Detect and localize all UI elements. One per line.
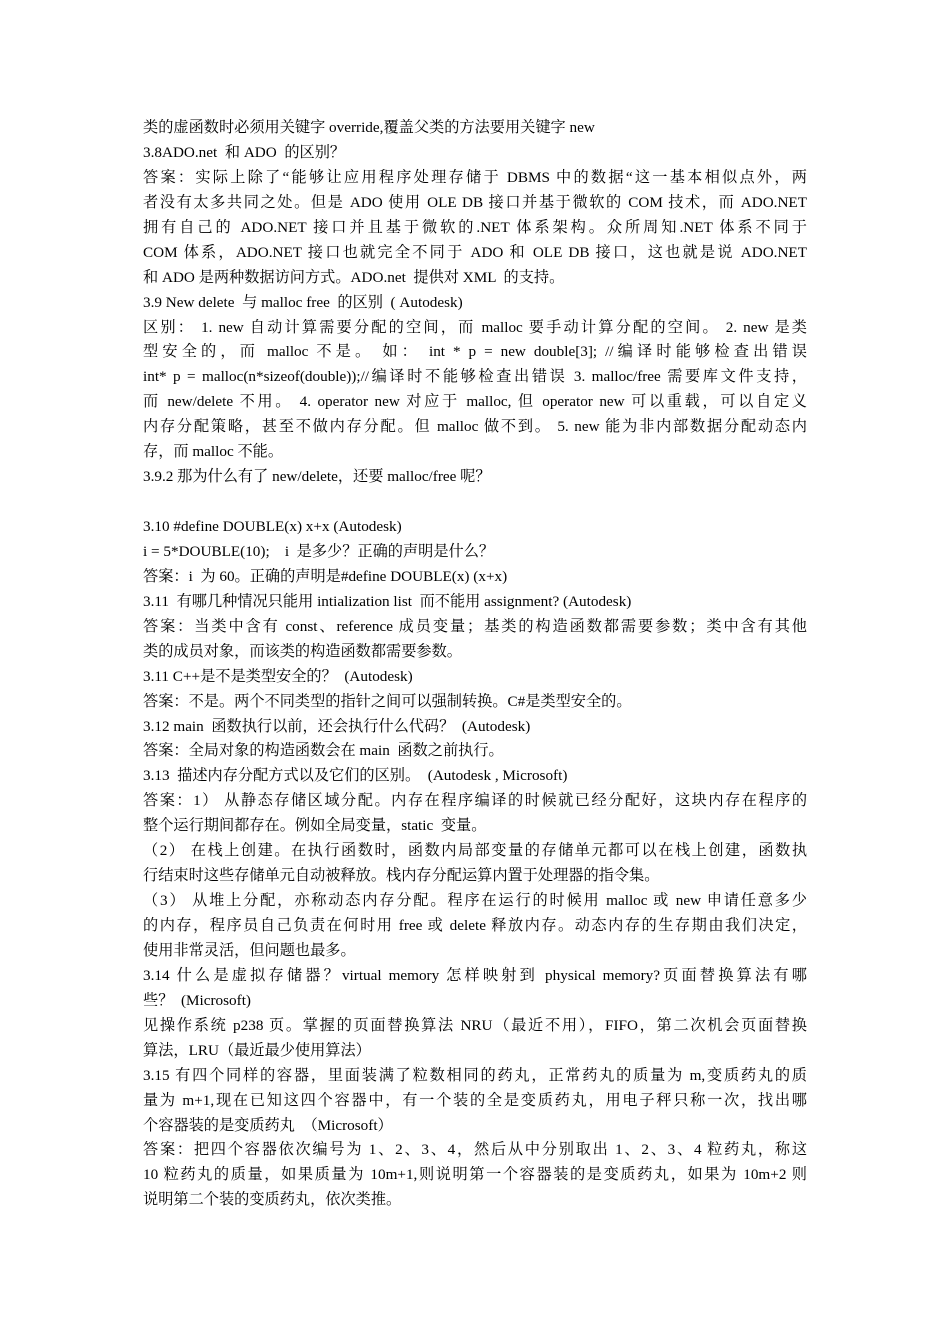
text-line: 3.8ADO.net 和 ADO 的区别？ bbox=[143, 143, 346, 161]
text-line: 使用非常灵活，但问题也最多。 bbox=[143, 941, 356, 959]
text-line: 3.11 有哪几种情况只能用 intialization list 而不能用 assignment? (Autodesk) bbox=[143, 592, 632, 610]
text-line: 答案：不是。两个不同类型的指针之间可以强制转换。C#是类型安全的。 bbox=[143, 692, 632, 710]
text-line: 答案：i 为 60。正确的声明是#define DOUBLE(x) (x+x) bbox=[143, 567, 508, 585]
text-line: 3.9.2 那为什么有了 new/delete，还要 malloc/free 呢？ bbox=[143, 468, 491, 486]
text-line: 内存分配策略，甚至不做内存分配。但 malloc 做不到。 5. new 能为非内部数据分配动态内 bbox=[143, 418, 807, 436]
text-line: 行结束时这些存储单元自动被释放。栈内存分配运算内置于处理器的指令集。 bbox=[143, 867, 660, 885]
text-line: 类的成员对象，而该类的构造函数都需要参数。 bbox=[143, 642, 462, 660]
text-line: 者没有太多共同之处。但是 ADO 使用 OLE DB 接口并基于微软的 COM 技术，而 ADO.NET bbox=[143, 193, 807, 211]
text-line: （2） 在栈上创建。在执行函数时，函数内局部变量的存储单元都可以在栈上创建，函数执 bbox=[143, 842, 807, 860]
text-line: i = 5*DOUBLE(10); i 是多少？正确的声明是什么？ bbox=[143, 542, 495, 560]
text-line: （3） 从堆上分配，亦称动态内存分配。程序在运行的时候用 malloc 或 new 申请任意多少 bbox=[143, 892, 807, 910]
text-line: 答案：把四个容器依次编号为 1、2、3、4，然后从中分别取出 1、2、3、4 粒药丸，称这 bbox=[143, 1141, 807, 1159]
text-line: 3.15 有四个同样的容器，里面装满了粒数相同的药丸，正常药丸的质量为 m,变质药丸的质 bbox=[143, 1066, 807, 1084]
text-line: 区别： 1. new 自动计算需要分配的空间，而 malloc 要手动计算分配的空间。 2. new 是类 bbox=[143, 318, 807, 336]
text-line: 答案：实际上除了“能够让应用程序处理存储于 DBMS 中的数据“这一基本相似点外，两 bbox=[143, 168, 807, 186]
text-line: 3.10 #define DOUBLE(x) x+x (Autodesk) bbox=[143, 518, 402, 535]
text-line: 说明第二个装的变质药丸，依次类推。 bbox=[143, 1191, 402, 1209]
text-line: 3.13 描述内存分配方式以及它们的区别。 (Autodesk , Microsoft) bbox=[143, 767, 568, 785]
text-line: 算法，LRU（最近最少使用算法） bbox=[143, 1041, 371, 1059]
text-line: COM 体系，ADO.NET 接口也就完全不同于 ADO 和 OLE DB 接口，这也就是说 ADO.NET bbox=[143, 243, 807, 261]
text-line: 3.9 New delete 与 malloc free 的区别 ( Autodesk) bbox=[143, 293, 463, 311]
text-line: 的内存，程序员自己负责在何时用 free 或 delete 释放内存。动态内存的生存期由我们决定， bbox=[143, 917, 807, 934]
text-line: 10 粒药丸的质量，如果质量为 10m+1,则说明第一个容器装的是变质药丸，如果为 10m+2 则 bbox=[143, 1166, 807, 1184]
text-line: 答案：1） 从静态存储区域分配。内存在程序编译的时候就已经分配好，这块内存在程序的 bbox=[143, 792, 807, 810]
document-page bbox=[143, 116, 807, 1213]
text-line: 拥有自己的 ADO.NET 接口并且基于微软的.NET 体系架构。众所周知.NET 体系不同于 bbox=[143, 218, 807, 236]
text-line: 整个运行期间都存在。例如全局变量，static 变量。 bbox=[143, 817, 487, 835]
text-line: 个容器装的是变质药丸 （Microsoft） bbox=[143, 1116, 393, 1134]
text-line: 3.12 main 函数执行以前，还会执行什么代码？ (Autodesk) bbox=[143, 717, 531, 735]
text-line: int* p = malloc(n*sizeof(double));//编译时不能够检查出错误 3. malloc/free 需要库文件支持， bbox=[143, 368, 807, 386]
text-line: 类的虚函数时必须用关键字 override,覆盖父类的方法要用关键字 new bbox=[143, 119, 595, 136]
text-line: 而 new/delete 不用。 4. operator new 对应于 malloc, 但 operator new 可以重载，可以自定义 bbox=[143, 393, 807, 411]
text-line: 和 ADO 是两种数据访问方式。ADO.net 提供对 XML 的支持。 bbox=[143, 268, 565, 286]
text-line: 答案：全局对象的构造函数会在 main 函数之前执行。 bbox=[143, 742, 504, 760]
text-line: 型安全的，而 malloc 不是。 如： int * p = new double[3]; //编译时能够检查出错误 bbox=[143, 343, 807, 361]
text-line: 3.11 C++是不是类型安全的？ (Autodesk) bbox=[143, 667, 413, 685]
text-line bbox=[143, 490, 807, 515]
text-line: 3.14 什么是虚拟存储器？virtual memory 怎样映射到 physical memory?页面替换算法有哪 bbox=[143, 966, 807, 984]
text-line: 量为 m+1,现在已知这四个容器中，有一个装的全是变质药丸，用电子秤只称一次，找出哪 bbox=[143, 1091, 807, 1109]
text-line: 存，而 malloc 不能。 bbox=[143, 443, 284, 461]
text-line: 见操作系统 p238 页。掌握的页面替换算法 NRU（最近不用），FIFO，第二次机会页面替换 bbox=[143, 1016, 807, 1034]
text-line: 些？ (Microsoft) bbox=[143, 991, 251, 1009]
text-line: 答案：当类中含有 const、reference 成员变量；基类的构造函数都需要参数；类中含有其他 bbox=[143, 617, 807, 635]
